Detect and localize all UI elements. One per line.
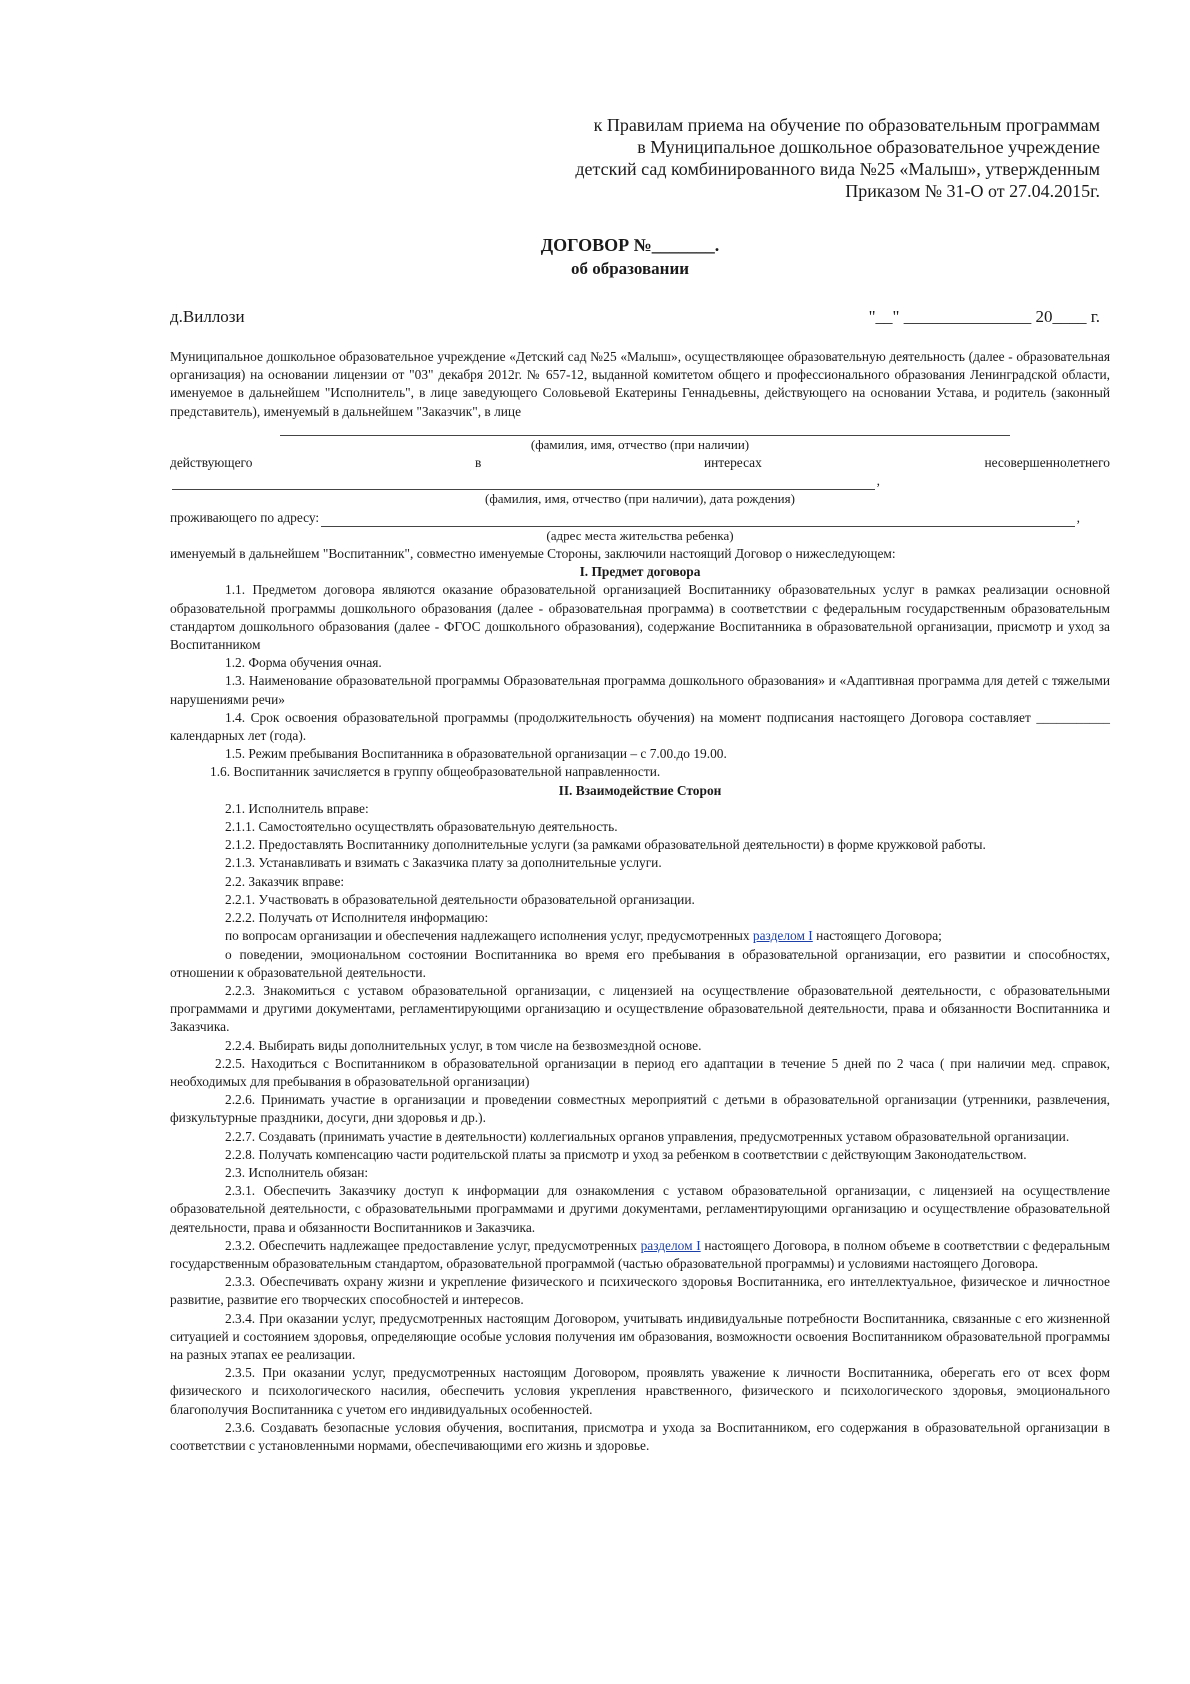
- contract-subtitle: об образовании: [570, 259, 690, 278]
- clause-2-2-5: 2.2.5. Находиться с Воспитанником в образовательной организации в период его адаптации в течение 5 дней по 2 часа ( при наличии мед. справок, необходимых для пребывания в образовательной организации): [170, 1055, 1110, 1089]
- clause-1-3: 1.3. Наименование образовательной программы Образовательная программа дошкольного образования» и «Адаптивная программа для детей с тяжелыми нарушениями речи»: [170, 673, 1110, 707]
- acting-word: интересах: [703, 455, 762, 471]
- intro-paragraph: Муниципальное дошкольное образовательное учреждение «Детский сад №25 «Малыш», осуществляющее образовательную деятельность (далее - образовательная организация) на основании лицензии от "03" декабря 2012г. № 657-12, выданной комитетом общего и профессионального образования Ленинградской области, именуемое в дальнейшем "Исполнитель", в лице заведующего Соловьевой Екатерины Геннадьевны, действующего на основании Устава, и родитель (законный представитель), именуемый в дальнейшем "Заказчик", в лице: [170, 349, 1110, 419]
- clause-2-3-1: 2.3.1. Обеспечить Заказчику доступ к информации для ознакомления с уставом образовательной организации, с лицензией на осуществление образовательной деятельности, с образовательными программами и другими документами, регламентирующими организацию и осуществление образовательной деятельности, права и обязанности Воспитанников и Заказчика.: [170, 1183, 1110, 1235]
- contract-place: д.Виллози: [170, 307, 245, 326]
- section-1-link[interactable]: разделом I: [752, 928, 813, 944]
- clause-2-3-6: 2.3.6. Создавать безопасные условия обучения, воспитания, присмотра и ухода за Воспитанником, его содержания в образовательной организации в соответствии с установленными нормами, обеспечивающими его жизнь и здоровье.: [170, 1419, 1110, 1453]
- clause-1-6: 1.6. Воспитанник зачисляется в группу общеобразовательной направленности.: [210, 764, 661, 780]
- acting-word: в: [475, 455, 482, 471]
- clause-2-3-4: 2.3.4. При оказании услуг, предусмотренных настоящим Договором, учитывать индивидуальные потребности Воспитанника, связанные с его жизненной ситуацией и состоянием здоровья, определяющие особые условия получения им образования, возможности освоения Воспитанником образовательной программы на разных этапах ее реализации.: [170, 1310, 1110, 1362]
- appendix-header: [575, 114, 1100, 202]
- clause-2-2-2-b: о поведении, эмоциональном состоянии Воспитанника во время его пребывания в образовательной организации, его развитии и способностях, отношении к образовательной деятельности.: [170, 946, 1110, 980]
- fio-blank-line: [280, 421, 1010, 436]
- clause-1-2: 1.2. Форма обучения очная.: [225, 655, 382, 671]
- address-label: проживающего по адресу:: [170, 509, 320, 525]
- clause-1-4: 1.4. Срок освоения образовательной программы (продолжительность обучения) на момент подписания настоящего Договора составляет ___________ календарных лет (года).: [170, 709, 1110, 744]
- fio-birth-caption: (фамилия, имя, отчество (при наличии), дата рождения): [485, 491, 795, 507]
- acting-word: несовершеннолетнего: [984, 455, 1110, 471]
- contract-title: ДОГОВОР №_______.: [540, 235, 720, 255]
- contract-body: [170, 348, 1110, 1455]
- clause-2-2-6: 2.2.6. Принимать участие в организации и проведении совместных мероприятий с детьми в образовательной организации (утренники, развлечения, физкультурные праздники, досуги, дни здоровья и др.).: [170, 1092, 1110, 1126]
- section-title: I. Предмет договора: [579, 564, 701, 580]
- blank-fill: [321, 514, 1075, 527]
- clause-2-1-3: 2.1.3. Устанавливать и взимать с Заказчика плату за дополнительные услуги.: [225, 855, 662, 871]
- header-line: к Правилам приема на обучение по образовательным программам: [593, 115, 1100, 135]
- named-paragraph: именуемый в дальнейшем "Воспитанник", совместно именуемые Стороны, заключили настоящий Договор о нижеследующем:: [170, 546, 896, 562]
- section-1-link[interactable]: разделом I: [640, 1237, 701, 1253]
- address-caption: (адрес места жительства ребенка): [546, 527, 734, 543]
- clause-2-2-2-a: по вопросам организации и обеспечения надлежащего исполнения услуг, предусмотренных разделом I настоящего Договора;: [225, 928, 942, 944]
- clause-2-1-2: 2.1.2. Предоставлять Воспитаннику дополнительные услуги (за рамками образовательной деятельности) в форме кружковой работы.: [225, 837, 986, 853]
- clause-2-3-5: 2.3.5. При оказании услуг, предусмотренных настоящим Договором, проявлять уважение к личности Воспитанника, оберегать его от всех форм физического и психологического насилия, обеспечить условия укрепления нравственного, физического и психологического здоровья, эмоционального благополучия Воспитанника с учетом его индивидуальных особенностей.: [170, 1365, 1110, 1417]
- contract-date: "__" _______________ 20____ г.: [868, 307, 1100, 326]
- address-line: проживающего по адресу: ,: [170, 509, 1080, 527]
- clause-2-1-1: 2.1.1. Самостоятельно осуществлять образовательную деятельность.: [225, 819, 618, 835]
- clause-2-2-3: 2.2.3. Знакомиться с уставом образовательной организации, с лицензией на осуществление образовательной деятельности, с образовательными программами и другими документами, регламентирующими организацию и осуществление образовательной деятельности, права и обязанности Воспитанника и Заказчика.: [170, 982, 1110, 1035]
- clause-1-5: 1.5. Режим пребывания Воспитанника в образовательной организации – с 7.00.до 19.00.: [225, 746, 727, 762]
- clause-2-2-7: 2.2.7. Создавать (принимать участие в деятельности) коллегиальных органов управления, предусмотренных уставом образовательной организации.: [225, 1128, 1070, 1144]
- header-line: Приказом № 31-О от 27.04.2015г.: [845, 181, 1100, 201]
- clause-1-1: 1.1. Предметом договора являются оказание образовательной организацией Воспитаннику образовательных услуг в рамках реализации основной образовательной программы дошкольного образования (далее - образовательная программа) в соответствии с федеральным государственным образовательным стандартом дошкольного образования (далее - ФГОС дошкольного образования), содержание Воспитанника в образовательной организации, присмотр и уход за Воспитанником: [170, 582, 1110, 653]
- acting-line: [170, 454, 1110, 472]
- acting-word: действующего: [170, 455, 253, 471]
- section-title: II. Взаимодействие Сторон: [558, 782, 722, 798]
- fio-caption: (фамилия, имя, отчество (при наличии): [530, 436, 750, 452]
- clause-2-3-2: 2.3.2. Обеспечить надлежащее предоставление услуг, предусмотренных разделом I настоящего Договора, в полном объеме в соответствии с федеральным государственным образовательным стандартом, образовательной программой (частью образовательной программы) и условиями настоящего Договора.: [170, 1237, 1110, 1271]
- header-line: детский сад комбинированного вида №25 «Малыш», утвержденным: [575, 159, 1100, 179]
- clause-2-2: 2.2. Заказчик вправе:: [225, 873, 345, 889]
- clause-2-2-1: 2.2.1. Участвовать в образовательной деятельности образовательной организации.: [225, 891, 695, 907]
- clause-2-2-4: 2.2.4. Выбирать виды дополнительных услуг, в том числе на безвозмездной основе.: [225, 1037, 702, 1053]
- clause-2-3-3: 2.3.3. Обеспечивать охрану жизни и укрепление физического и психического здоровья Воспитанника, его интеллектуальное, физическое и личностное развитие, развитие его творческих способностей и интересов.: [170, 1274, 1110, 1308]
- clause-2-3: 2.3. Исполнитель обязан:: [225, 1164, 369, 1180]
- header-line: в Муниципальное дошкольное образовательное учреждение: [637, 137, 1100, 157]
- clause-2-2-8: 2.2.8. Получать компенсацию части родительской платы за присмотр и уход за ребенком в соответствии с действующим Законодательством.: [225, 1146, 1027, 1162]
- clause-2-1: 2.1. Исполнитель вправе:: [225, 800, 369, 816]
- child-blank-line: ,: [170, 472, 880, 490]
- blank-fill: [172, 477, 875, 490]
- clause-2-2-2: 2.2.2. Получать от Исполнителя информацию:: [225, 910, 489, 926]
